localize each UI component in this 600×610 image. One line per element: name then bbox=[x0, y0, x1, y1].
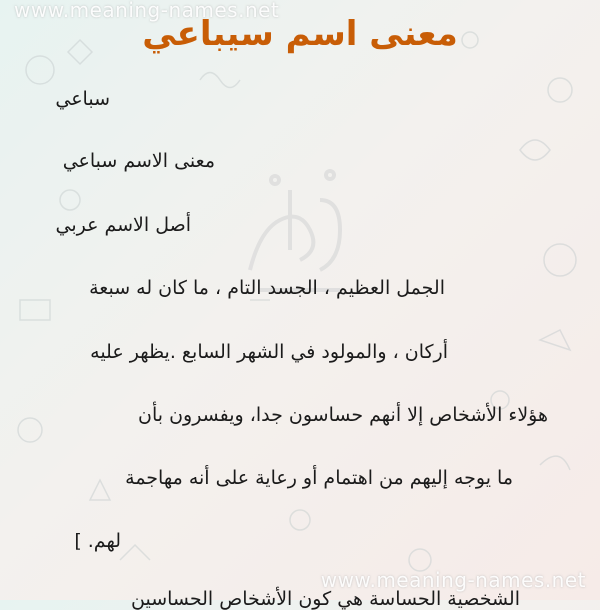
watermark-text-top: www.meaning-names.net bbox=[14, 0, 280, 22]
page-title: معنى اسم سيباعي bbox=[142, 14, 458, 54]
origin-text: أصل الاسم عربي bbox=[55, 214, 191, 236]
content-line-5: لهم. ] bbox=[74, 530, 121, 552]
content-line-4: ما يوجه إليهم من اهتمام أو رعاية على أنه مهاجمة bbox=[125, 467, 513, 489]
watermark-text-bottom: www.meaning-names.net bbox=[320, 568, 586, 592]
content-line-3: هؤلاء الأشخاص إلا أنهم حساسون جدا، ويفسرون بأن bbox=[138, 404, 548, 426]
meaning-heading: معنى الاسم سباعي bbox=[62, 150, 215, 172]
name-text: سباعي bbox=[55, 88, 110, 110]
content-line-6: الشخصية الحساسة هي كون الأشخاص الحساسين bbox=[131, 588, 520, 610]
content-line-2: أركان ، والمولود في الشهر السابع .يظهر عليه bbox=[90, 341, 448, 363]
content-line-1: الجمل العظيم ، الجسد التام ، ما كان له سبعة bbox=[89, 277, 445, 299]
